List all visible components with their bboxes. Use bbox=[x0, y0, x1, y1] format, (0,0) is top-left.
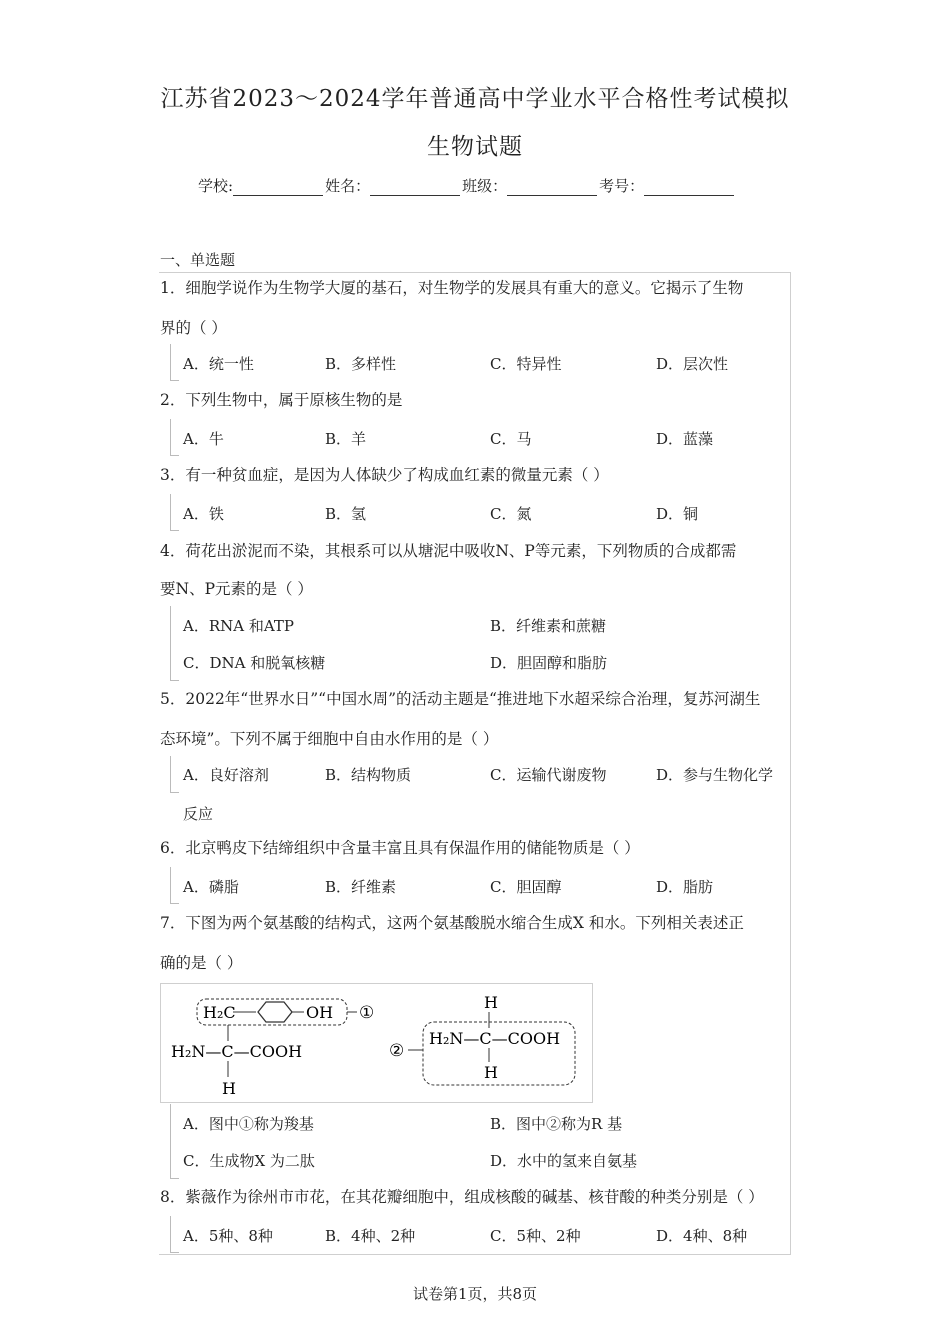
question-8-text: 8．紫薇作为徐州市市花，在其花瓣细胞中，组成核酸的碱基、核苷酸的种类分别是（ ） bbox=[160, 1188, 764, 1206]
q4-option-a[interactable]: A．RNA 和ATP bbox=[183, 617, 294, 635]
option-bracket bbox=[170, 419, 179, 456]
q3-option-d[interactable]: D．铜 bbox=[656, 505, 699, 523]
q6-option-c[interactable]: C．胆固醇 bbox=[490, 878, 562, 896]
section-heading: 一、单选题 bbox=[160, 251, 236, 269]
q8-option-d[interactable]: D．4种、8种 bbox=[656, 1227, 748, 1245]
q3-option-b[interactable]: B．氢 bbox=[325, 505, 367, 523]
question-7-text-cont: 确的是（ ） bbox=[160, 954, 243, 972]
q2-option-d[interactable]: D．蓝藻 bbox=[656, 430, 714, 448]
q6-option-d[interactable]: D．脂肪 bbox=[656, 878, 714, 896]
option-bracket bbox=[170, 756, 179, 793]
q2-option-a[interactable]: A．牛 bbox=[183, 430, 224, 448]
question-2-text: 2．下列生物中，属于原核生物的是 bbox=[160, 391, 403, 409]
q1-option-c[interactable]: C．特异性 bbox=[490, 355, 562, 373]
page-title: 江苏省2023～2024学年普通高中学业水平合格性考试模拟 bbox=[160, 86, 790, 112]
option-bracket bbox=[170, 1104, 179, 1179]
class-label: 班级： bbox=[462, 177, 508, 195]
question-1-text: 1．细胞学说作为生物学大厦的基石，对生物学的发展具有重大的意义。它揭示了生物 bbox=[160, 279, 744, 297]
q4-option-b[interactable]: B．纤维素和蔗糖 bbox=[490, 617, 607, 635]
q2-option-c[interactable]: C．马 bbox=[490, 430, 532, 448]
q7-option-d[interactable]: D．水中的氢来自氨基 bbox=[490, 1152, 638, 1170]
name-blank bbox=[370, 181, 460, 196]
q5-option-c[interactable]: C．运输代谢废物 bbox=[490, 766, 607, 784]
q4-option-d[interactable]: D．胆固醇和脂肪 bbox=[490, 654, 608, 672]
q6-option-b[interactable]: B．纤维素 bbox=[325, 878, 397, 896]
aa2-h-bottom: H bbox=[484, 1063, 498, 1082]
question-4-text-cont: 要N、P元素的是（ ） bbox=[160, 580, 313, 598]
q5-option-d[interactable]: D．参与生物化学 bbox=[656, 766, 774, 784]
exam-no-label: 考号： bbox=[599, 177, 645, 195]
q5-option-a[interactable]: A．良好溶剂 bbox=[183, 766, 269, 784]
q3-option-a[interactable]: A．铁 bbox=[183, 505, 224, 523]
aa2-h-top: H bbox=[484, 993, 498, 1012]
amino-acid-figure bbox=[160, 983, 593, 1103]
q2-option-b[interactable]: B．羊 bbox=[325, 430, 367, 448]
option-bracket bbox=[170, 344, 179, 381]
q5-option-d-cont: 反应 bbox=[183, 805, 214, 823]
aa1-backbone: H₂N—C—COOH bbox=[171, 1042, 303, 1061]
q7-option-a[interactable]: A．图中①称为羧基 bbox=[183, 1115, 314, 1133]
aa1-h: H bbox=[222, 1079, 236, 1098]
option-bracket bbox=[170, 1216, 179, 1253]
benzene-ring-icon bbox=[258, 1002, 292, 1022]
question-1-text-cont: 界的（ ） bbox=[160, 319, 227, 337]
exam-no-blank bbox=[644, 181, 734, 196]
aa1-oh: OH bbox=[306, 1003, 334, 1022]
question-4-text: 4．荷花出淤泥而不染，其根系可以从塘泥中吸收N、P等元素，下列物质的合成都需 bbox=[160, 542, 737, 560]
aa1-h2c: H₂C bbox=[203, 1003, 236, 1022]
q4-option-c[interactable]: C．DNA 和脱氧核糖 bbox=[183, 654, 326, 672]
school-blank bbox=[233, 181, 323, 196]
q1-option-d[interactable]: D．层次性 bbox=[656, 355, 729, 373]
option-bracket bbox=[170, 606, 179, 681]
question-3-text: 3．有一种贫血症，是因为人体缺少了构成血红素的微量元素（ ） bbox=[160, 466, 609, 484]
student-info-line bbox=[198, 175, 736, 196]
question-5-text: 5．2022年“世界水日”“中国水周”的活动主题是“推进地下水超采综合治理，复苏河湖生 bbox=[160, 690, 761, 708]
school-label: 学校: bbox=[198, 177, 234, 195]
q6-option-a[interactable]: A．磷脂 bbox=[183, 878, 239, 896]
question-7-text: 7．下图为两个氨基酸的结构式，这两个氨基酸脱水缩合生成X 和水。下列相关表述正 bbox=[160, 914, 744, 932]
page-subtitle: 生物试题 bbox=[427, 134, 523, 160]
page-footer: 试卷第1页，共8页 bbox=[412, 1285, 538, 1303]
q8-option-c[interactable]: C．5种、2种 bbox=[490, 1227, 581, 1245]
option-bracket bbox=[170, 494, 179, 531]
question-5-text-cont: 态环境”。下列不属于细胞中自由水作用的是（ ） bbox=[160, 730, 499, 748]
label-1: ① bbox=[359, 1003, 375, 1023]
q1-option-b[interactable]: B．多样性 bbox=[325, 355, 397, 373]
option-bracket bbox=[170, 867, 179, 904]
q7-option-c[interactable]: C．生成物X 为二肽 bbox=[183, 1152, 315, 1170]
question-6-text: 6．北京鸭皮下结缔组织中含量丰富且具有保温作用的储能物质是（ ） bbox=[160, 839, 640, 857]
q8-option-b[interactable]: B．4种、2种 bbox=[325, 1227, 416, 1245]
name-label: 姓名： bbox=[325, 177, 371, 195]
q1-option-a[interactable]: A．统一性 bbox=[183, 355, 254, 373]
amino-acid-structures bbox=[161, 984, 592, 1102]
q3-option-c[interactable]: C．氮 bbox=[490, 505, 532, 523]
q7-option-b[interactable]: B．图中②称为R 基 bbox=[490, 1115, 623, 1133]
class-blank bbox=[507, 181, 597, 196]
q8-option-a[interactable]: A．5种、8种 bbox=[183, 1227, 273, 1245]
q5-option-b[interactable]: B．结构物质 bbox=[325, 766, 412, 784]
label-2: ② bbox=[389, 1041, 405, 1061]
aa2-backbone: H₂N—C—COOH bbox=[429, 1029, 561, 1048]
